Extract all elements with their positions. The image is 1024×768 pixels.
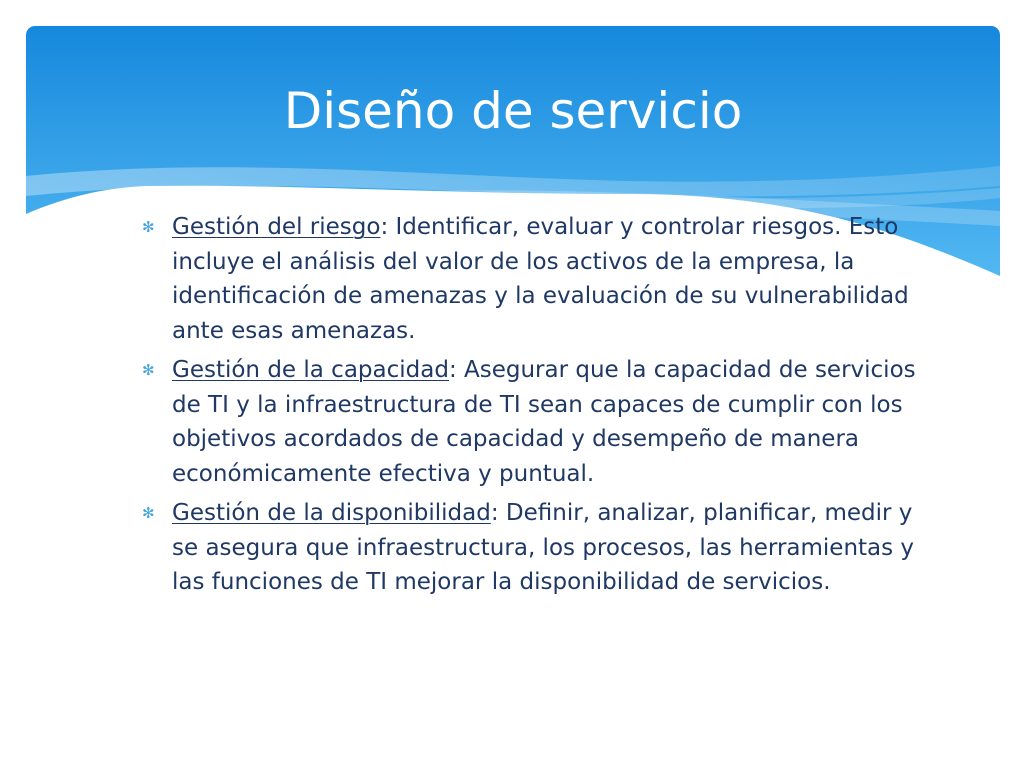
asterisk-bullet-icon: ✻ — [142, 361, 155, 379]
list-item — [142, 496, 932, 600]
list-item-text: : Asegurar que la capacidad de servicios de TI y la infraestructura de TI sean capaces de cumplir con los objetivos acordados de capacidad y desempeño de manera económicamente efectiva y puntual. — [172, 357, 916, 487]
asterisk-bullet-icon: ✻ — [142, 504, 155, 522]
list-item-term: Gestión de la capacidad — [172, 357, 449, 383]
list-item — [142, 353, 932, 491]
bullet-list — [142, 210, 932, 605]
list-item-term: Gestión de la disponibilidad — [172, 500, 491, 526]
asterisk-bullet-icon: ✻ — [142, 218, 155, 236]
list-item-text: : Identificar, evaluar y controlar riesgos. Esto incluye el análisis del valor de los activos de la empresa, la identificación de amenazas y la evaluación de su vulnerabilidad ante esas amenazas. — [172, 214, 909, 344]
list-item — [142, 210, 932, 348]
slide-title: Diseño de servicio — [283, 82, 743, 140]
list-item-text: : Definir, analizar, planificar, medir y se asegura que infraestructura, los procesos, las herramientas y las funciones de TI mejorar la disponibilidad de servicios. — [172, 500, 915, 595]
list-item-term: Gestión del riesgo — [172, 214, 381, 240]
